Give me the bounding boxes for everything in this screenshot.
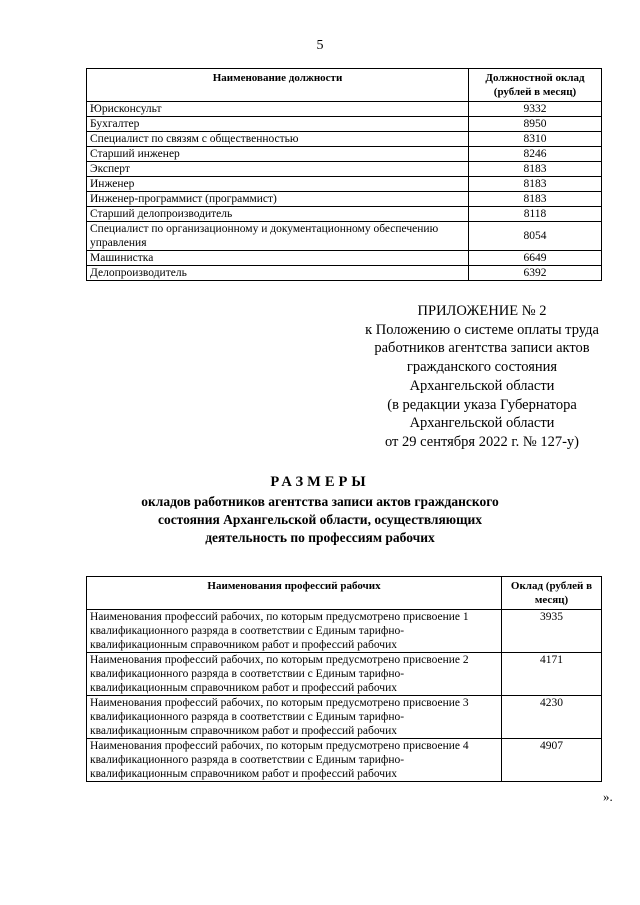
appendix-line: к Положению о системе оплаты труда xyxy=(365,321,599,338)
subtitle-line: окладов работников агентства записи актов гражданского xyxy=(141,494,499,509)
appendix-title: ПРИЛОЖЕНИЕ № 2 xyxy=(417,303,547,319)
subtitle-line: состояния Архангельской области, осуществляющих xyxy=(157,512,483,527)
position-salary: 8054 xyxy=(469,222,602,251)
position-salary: 9332 xyxy=(469,102,602,117)
position-salary: 8246 xyxy=(469,147,602,162)
table-row xyxy=(87,132,602,147)
position-name: Машинистка xyxy=(87,251,469,266)
profession-salary: 3935 xyxy=(502,610,602,653)
profession-name: Наименования профессий рабочих, по которым предусмотрено присвоение 3 квалификационного разряда в соответствии с Единым тарифно-квалификационным справочником работ и профессий рабочих xyxy=(87,696,502,739)
position-salary: 8950 xyxy=(469,117,602,132)
profession-salary: 4230 xyxy=(502,696,602,739)
sizes-heading: РАЗМЕРЫ xyxy=(270,474,370,490)
table-row xyxy=(87,696,602,739)
position-salary: 6392 xyxy=(469,266,602,281)
table-header-row xyxy=(87,69,602,102)
profession-salary-header: Оклад (рублей в месяц) xyxy=(502,577,602,610)
appendix-line: Архангельской области xyxy=(409,415,555,432)
table-row xyxy=(87,162,602,177)
appendix-line: (в редакции указа Губернатора xyxy=(387,396,577,413)
appendix-line: гражданского состояния xyxy=(406,359,558,376)
profession-salary: 4171 xyxy=(502,653,602,696)
table-row xyxy=(87,147,602,162)
position-name: Инженер xyxy=(87,177,469,192)
workers-salary-table xyxy=(86,576,602,782)
table-row xyxy=(87,192,602,207)
position-name: Старший делопроизводитель xyxy=(87,207,469,222)
closing-quote-mark: ». xyxy=(603,789,613,804)
table-row xyxy=(87,739,602,782)
position-salary: 6649 xyxy=(469,251,602,266)
subtitle-line: деятельность по профессиям рабочих xyxy=(205,530,435,545)
position-name: Специалист по связям с общественностью xyxy=(87,132,469,147)
table-row xyxy=(87,207,602,222)
profession-name: Наименования профессий рабочих, по которым предусмотрено присвоение 2 квалификационного разряда в соответствии с Единым тарифно-квалификационным справочником работ и профессий рабочих xyxy=(87,653,502,696)
position-name: Делопроизводитель xyxy=(87,266,469,281)
page-number: 5 xyxy=(316,38,324,53)
appendix-line: Архангельской области xyxy=(409,377,555,394)
position-salary: 8183 xyxy=(469,177,602,192)
table-row xyxy=(87,177,602,192)
position-name: Специалист по организационному и документационному обеспечению управления xyxy=(87,222,469,251)
position-salary: 8183 xyxy=(469,192,602,207)
positions-salary-table xyxy=(86,68,602,281)
position-name: Эксперт xyxy=(87,162,469,177)
appendix-block xyxy=(322,302,640,452)
position-name: Старший инженер xyxy=(87,147,469,162)
profession-name: Наименования профессий рабочих, по которым предусмотрено присвоение 1 квалификационного разряда в соответствии с Единым тарифно-квалификационным справочником работ и профессий рабочих xyxy=(87,610,502,653)
appendix-line: от 29 сентября 2022 г. № 127-у) xyxy=(385,433,579,450)
table-row xyxy=(87,610,602,653)
profession-name: Наименования профессий рабочих, по которым предусмотрено присвоение 4 квалификационного разряда в соответствии с Единым тарифно-квалификационным справочником работ и профессий рабочих xyxy=(87,739,502,782)
position-name: Инженер-программист (программист) xyxy=(87,192,469,207)
sizes-subtitle xyxy=(0,493,640,547)
table-row xyxy=(87,102,602,117)
position-salary: 8310 xyxy=(469,132,602,147)
table-row xyxy=(87,251,602,266)
position-name: Юрисконсульт xyxy=(87,102,469,117)
position-salary: 8118 xyxy=(469,207,602,222)
table-row xyxy=(87,222,602,251)
table-row xyxy=(87,653,602,696)
table-row xyxy=(87,117,602,132)
position-name-header: Наименование должности xyxy=(87,69,469,102)
table-row xyxy=(87,266,602,281)
table-header-row xyxy=(87,577,602,610)
appendix-line: работников агентства записи актов xyxy=(374,340,590,357)
position-salary: 8183 xyxy=(469,162,602,177)
position-name: Бухгалтер xyxy=(87,117,469,132)
profession-name-header: Наименования профессий рабочих xyxy=(87,577,502,610)
profession-salary: 4907 xyxy=(502,739,602,782)
position-salary-header: Должностной оклад (рублей в месяц) xyxy=(469,69,602,102)
